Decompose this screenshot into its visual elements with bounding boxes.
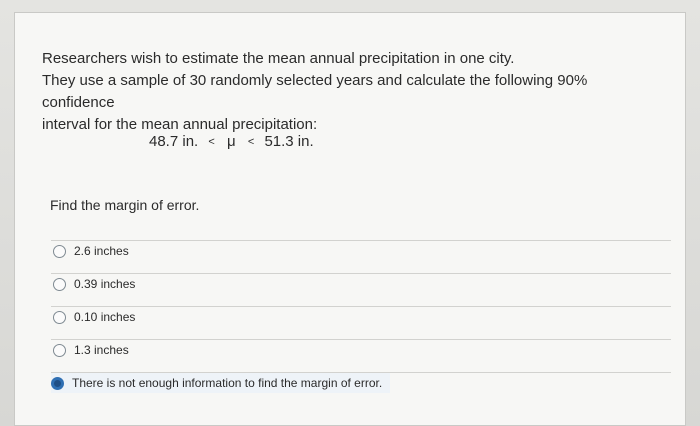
option-label: 1.3 inches: [74, 343, 129, 357]
radio-checked-icon[interactable]: [51, 377, 64, 390]
answer-option-1[interactable]: [53, 241, 129, 261]
answer-option-2[interactable]: [53, 274, 135, 294]
question-line-1: Researchers wish to estimate the mean annual precipitation in one city.: [42, 50, 515, 67]
option-label: 2.6 inches: [74, 244, 129, 258]
question-text: [42, 48, 662, 136]
less-than-symbol-1: <: [208, 136, 215, 148]
divider: [51, 306, 671, 307]
question-line-2: They use a sample of 30 randomly selected years and calculate the following 90% confidence: [42, 72, 588, 111]
divider: [51, 273, 671, 274]
radio-unchecked-icon[interactable]: [53, 344, 66, 357]
question-card: [14, 12, 686, 426]
less-than-symbol-2: <: [247, 136, 255, 148]
interval-upper: 51.3 in.: [264, 133, 314, 150]
option-label: 0.10 inches: [74, 310, 136, 324]
divider: [51, 339, 671, 340]
radio-unchecked-icon[interactable]: [53, 245, 66, 258]
option-label: 0.39 inches: [74, 277, 136, 291]
question-line-3: interval for the mean annual precipitation:: [42, 116, 318, 133]
divider: [51, 240, 671, 241]
interval-lower: 48.7 in.: [149, 133, 199, 150]
radio-unchecked-icon[interactable]: [53, 278, 66, 291]
answer-option-4[interactable]: [53, 340, 129, 360]
radio-unchecked-icon[interactable]: [53, 311, 66, 324]
answer-option-5[interactable]: [51, 373, 390, 393]
answer-option-3[interactable]: [53, 307, 135, 327]
mu-symbol: μ: [227, 133, 236, 150]
option-label: There is not enough information to find the margin of error.: [72, 376, 383, 390]
question-prompt: Find the margin of error.: [50, 197, 200, 213]
confidence-interval: [149, 133, 314, 150]
